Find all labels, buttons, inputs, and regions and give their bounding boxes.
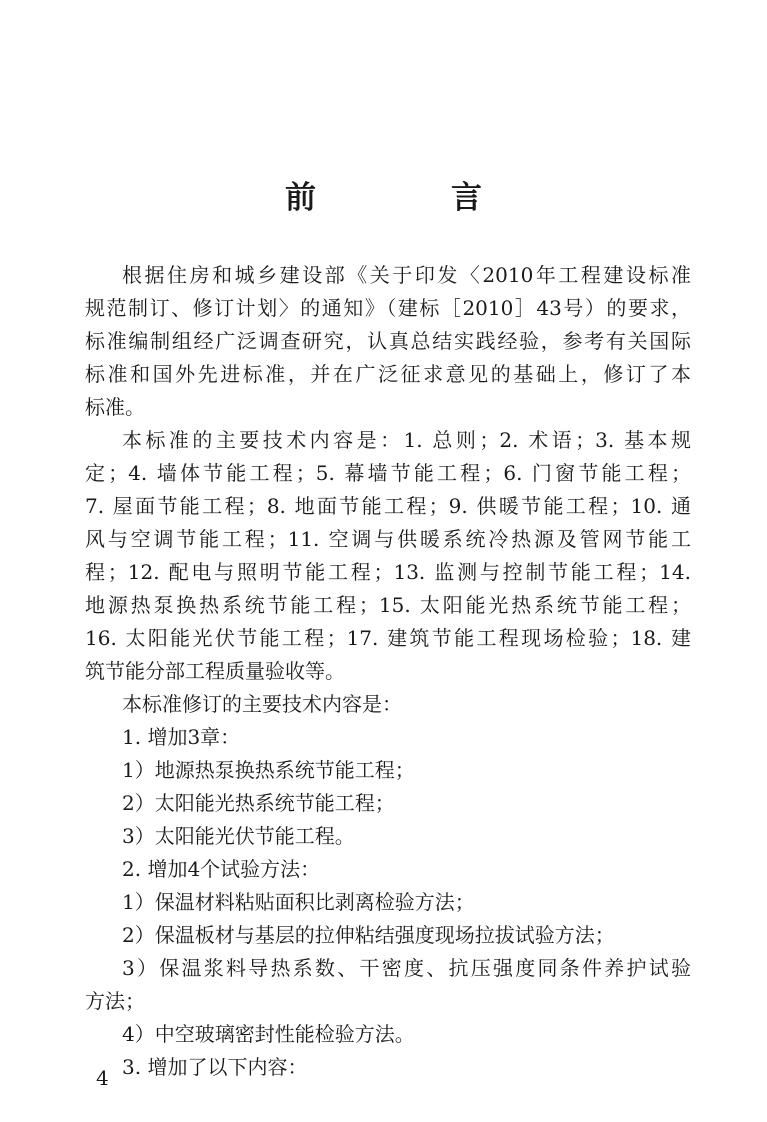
text-line: 3）太阳能光伏节能工程。 bbox=[122, 824, 355, 848]
text-line: 3）保温浆料导热系数、干密度、抗压强度同条件养护试验 bbox=[122, 956, 691, 980]
text-line: 2）太阳能光热系统节能工程； bbox=[122, 791, 395, 815]
text-line: 16. 太阳能光伏节能工程；17. 建筑节能工程现场检验；18. 建 bbox=[85, 626, 691, 650]
page-number: 4 bbox=[96, 1066, 109, 1090]
text-line: 本标准的主要技术内容是：1. 总则；2. 术语；3. 基本规 bbox=[122, 428, 691, 452]
text-line: 定；4. 墙体节能工程；5. 幕墙节能工程；6. 门窗节能工程； bbox=[85, 461, 691, 485]
text-line: 3. 增加了以下内容： bbox=[122, 1055, 308, 1079]
page-title: 前 言 bbox=[285, 180, 534, 216]
text-line: 方法； bbox=[85, 989, 145, 1013]
text-line: 标准编制组经广泛调查研究，认真总结实践经验，参考有关国际 bbox=[85, 329, 691, 353]
text-line: 1）保温材料粘贴面积比剥离检验方法； bbox=[122, 890, 475, 914]
text-line: 本标准修订的主要技术内容是： bbox=[122, 692, 402, 716]
text-line: 根据住房和城乡建设部《关于印发〈2010年工程建设标准 bbox=[122, 263, 691, 287]
text-line: 筑节能分部工程质量验收等。 bbox=[85, 659, 345, 683]
text-line: 标准和国外先进标准，并在广泛征求意见的基础上，修订了本 bbox=[85, 362, 691, 386]
text-line: 1）地源热泵换热系统节能工程； bbox=[122, 758, 415, 782]
text-line: 7. 屋面节能工程；8. 地面节能工程；9. 供暖节能工程；10. 通 bbox=[85, 494, 691, 518]
text-line: 程；12. 配电与照明节能工程；13. 监测与控制节能工程；14. bbox=[85, 560, 691, 584]
text-line: 规范制订、修订计划〉的通知》（建标［2010］43号）的要求， bbox=[85, 296, 691, 320]
text-line: 4）中空玻璃密封性能检验方法。 bbox=[122, 1022, 415, 1046]
text-line: 地源热泵换热系统节能工程；15. 太阳能光热系统节能工程； bbox=[85, 593, 691, 617]
text-line: 风与空调节能工程；11. 空调与供暖系统冷热源及管网节能工 bbox=[85, 527, 691, 551]
text-line: 2. 增加4个试验方法： bbox=[122, 857, 321, 881]
text-line: 1. 增加3章： bbox=[122, 725, 241, 749]
text-line: 2）保温板材与基层的拉伸粘结强度现场拉拔试验方法； bbox=[122, 923, 615, 947]
text-line: 标准。 bbox=[85, 395, 145, 419]
